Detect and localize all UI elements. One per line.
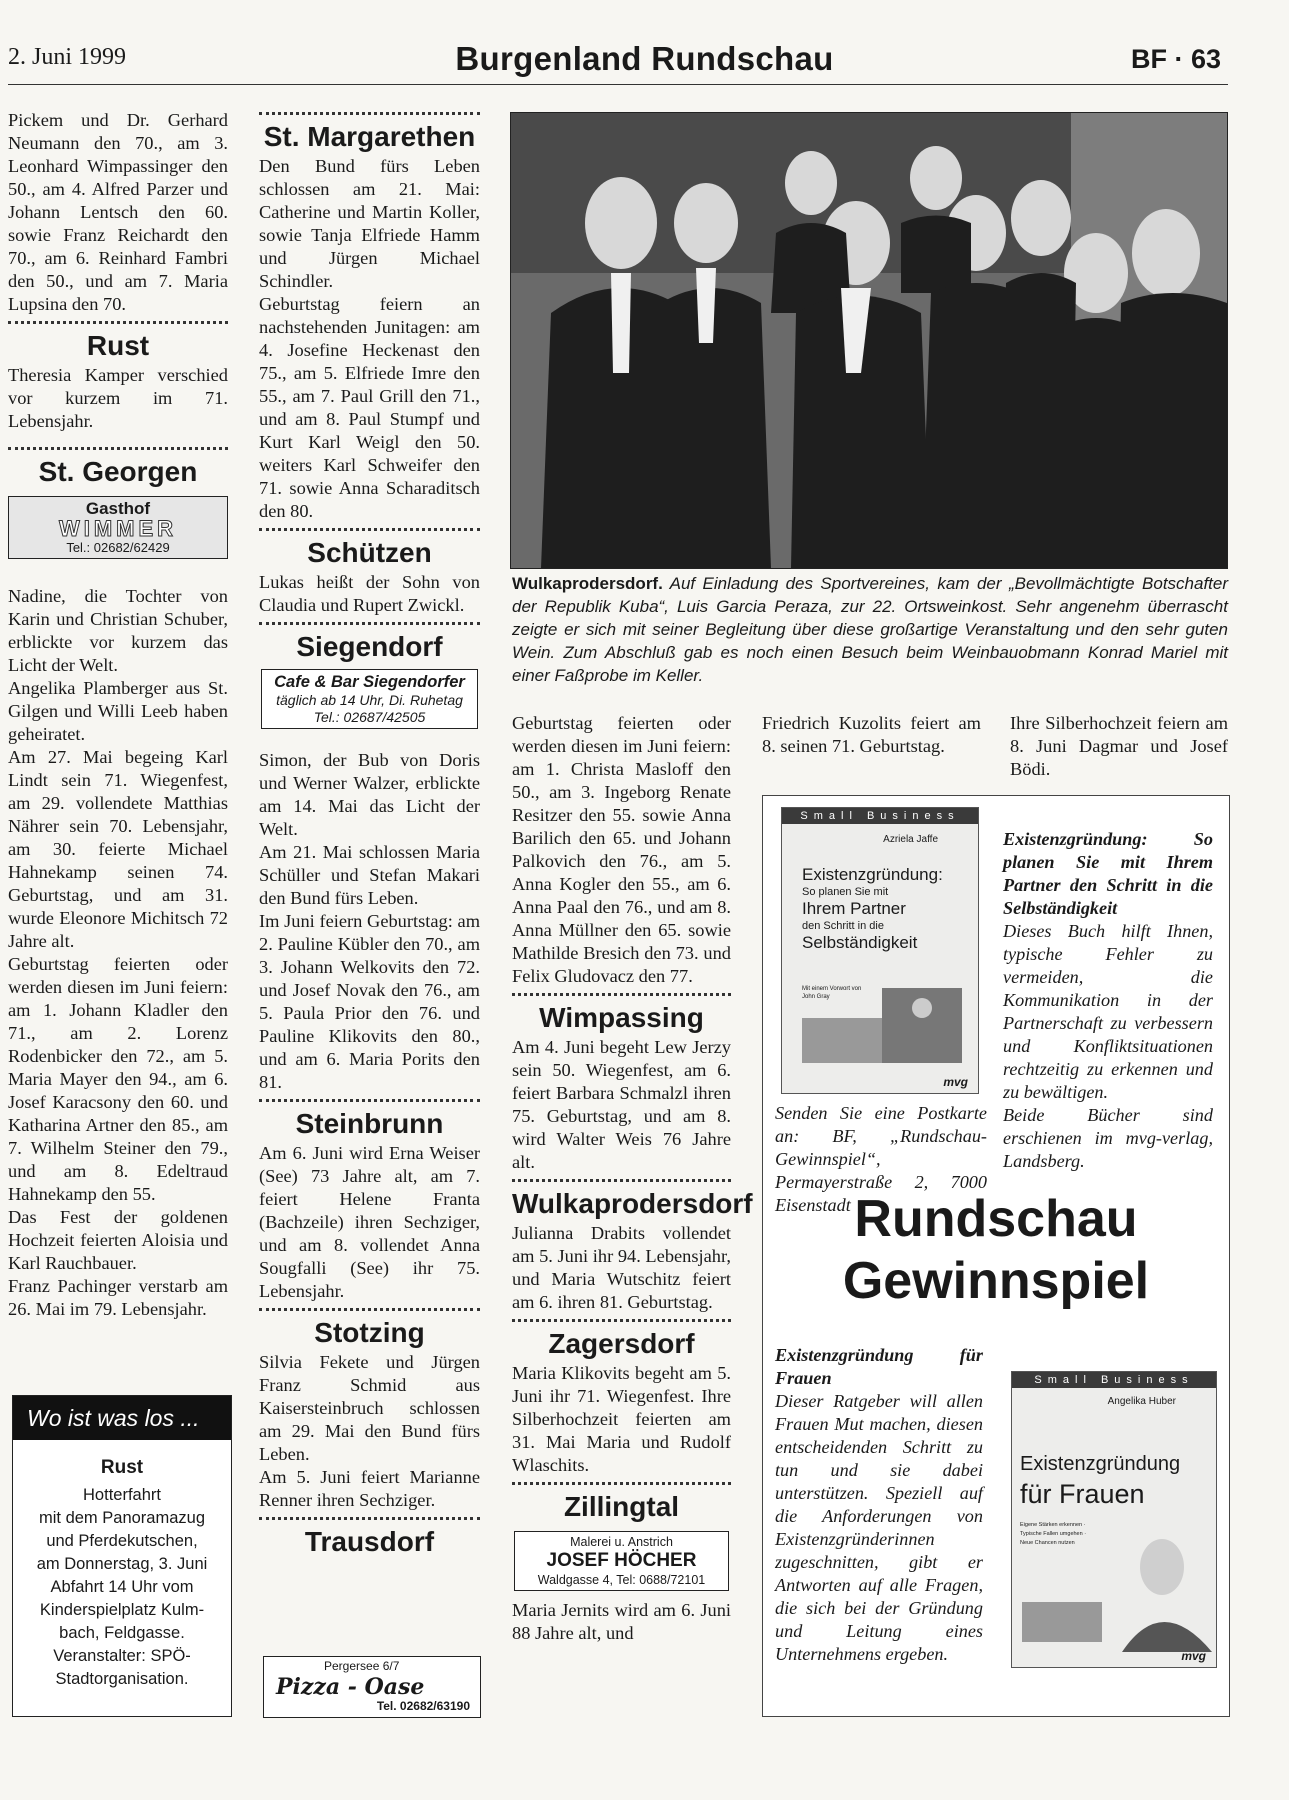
- ad-hoecher-line1: Malerei u. Anstrich: [570, 1535, 673, 1549]
- heading-wimpassing: Wimpassing: [539, 1002, 704, 1033]
- ad-wimmer-tel: Tel.: 02682/62429: [66, 540, 170, 555]
- book2-sub: Eigene Stärken erkennen · Typische Fallen umgehen · Neue Chancen nutzen: [1020, 1522, 1087, 1546]
- ad-pizza-tel: Tel. 02682/63190: [376, 1699, 470, 1713]
- events-box-title: Wo ist was los ...: [13, 1396, 231, 1440]
- georgen-text-6: Franz Pachinger verstarb am 26. Mai im 79. Lebensjahr.: [8, 1276, 228, 1319]
- georgen-text-1: Nadine, die Tochter von Karin und Christian Schuber, erblickte vor kurzem das Licht der Welt.: [8, 586, 228, 675]
- col1-intro: Pickem und Dr. Gerhard Neumann den 70., am 3. Leonhard Wimpassinger den 50., am 4. Alfred Parzer und Johann Lentsch den 60. sowie Franz Reichardt den 70., am 6. Reinhard Fambri den 50., und am 7. Maria Lupsina den 70.: [8, 110, 228, 314]
- siegendorf-text-2: Am 21. Mai schlossen Maria Schüller und Stefan Makari den Bund fürs Leben.: [259, 842, 480, 908]
- book2-description: [775, 1344, 983, 1666]
- caption-place: Wulkaprodersdorf.: [512, 574, 663, 593]
- book2-head: Existenzgründung für Frauen: [775, 1345, 983, 1388]
- photo-people-illustration: [511, 113, 1227, 568]
- book1-title5: Selbständigkeit: [802, 933, 918, 952]
- siegendorf-text-3: Im Juni feiern Geburtstag: am 2. Pauline Kübler den 70., am 3. Johann Welkovits den 72. und Josef Novak den 76., am 5. Paula Prior den 76. und Pauline Klikovits den 80., und am 6. Maria Porits den 81.: [259, 911, 480, 1092]
- divider: [259, 528, 480, 531]
- ad-wimmer-line1: Gasthof: [85, 499, 151, 518]
- events-line: Kinderspielplatz Kulm-: [39, 1601, 205, 1619]
- book2-title2: für Frauen: [1020, 1479, 1145, 1509]
- ad-cafe-tel: Tel.: 02687/42505: [313, 709, 426, 725]
- book1-title4: den Schritt in die: [802, 920, 884, 932]
- photo-caption: [512, 572, 1228, 687]
- ad-hoecher-tel: Waldgasse 4, Tel: 0688/72101: [537, 1573, 706, 1587]
- book2-series: Small Business: [1012, 1372, 1216, 1388]
- ad-pizza-oase: [263, 1656, 481, 1718]
- issue-date: 2. Juni 1999: [8, 44, 127, 70]
- book1-text: Dieses Buch hilft Ihnen, typische Fehler zu vermeiden, die Kommunikation in der Partnerschaft zu verbessern und Konfliktsituationen rechtzeitig zu erkennen und zu bewältigen.: [1003, 921, 1213, 1102]
- column-5-text: Ihre Silberhochzeit feiern am 8. Juni Dagmar und Josef Bödi.: [1010, 713, 1228, 779]
- heading-wulkaprodersdorf: Wulkaprodersdorf: [512, 1188, 753, 1219]
- events-line: Stadtorganisation.: [55, 1670, 189, 1688]
- events-line: Abfahrt 14 Uhr vom: [50, 1578, 194, 1596]
- ad-cafe-name: Cafe & Bar Siegendorfer: [274, 673, 465, 691]
- ad-wimmer-name: WIMMER: [58, 516, 178, 541]
- ad-gasthof-wimmer: [8, 496, 228, 559]
- book-cover-partner: [781, 807, 979, 1094]
- rust-text: Theresia Kamper verschied vor kurzem im 71. Lebensjahr.: [8, 365, 228, 431]
- book1-head: Existenzgründung: So planen Sie mit Ihrem Partner den Schritt in die Selbständigkeit: [1003, 829, 1213, 918]
- heading-steinbrunn: Steinbrunn: [295, 1108, 444, 1139]
- georgen-text-2: Angelika Plamberger aus St. Gilgen und Willi Leeb haben geheiratet.: [8, 678, 228, 744]
- header-rule: [8, 84, 1228, 85]
- divider: [259, 1308, 480, 1311]
- divider: [512, 1482, 731, 1485]
- zagersdorf-text: Maria Klikovits begeht am 5. Juni ihr 71. Wiegenfest. Ihre Silberhochzeit feierten am 31. Mai Maria und Rudolf Wlaschits.: [512, 1363, 731, 1475]
- column-4-text: Friedrich Kuzolits feiert am 8. seinen 71. Geburtstag.: [762, 713, 981, 756]
- divider: [8, 447, 228, 450]
- georgen-text-5: Das Fest der goldenen Hochzeit feierten Aloisia und Karl Rauchbauer.: [8, 1207, 228, 1273]
- book1-cover-illustration: [782, 988, 978, 1078]
- divider: [259, 1099, 480, 1102]
- heading-rust: Rust: [86, 330, 150, 361]
- book2-cover-illustration: [1012, 1532, 1216, 1652]
- book2-author: Angelika Huber: [1107, 1396, 1176, 1407]
- heading-siegendorf: Siegendorf: [296, 631, 443, 662]
- column-2: [259, 112, 480, 1560]
- book1-title1: Existenzgründung:: [802, 865, 943, 884]
- divider: [259, 112, 480, 115]
- book1-foreword: Mit einem Vorwort von John Gray: [802, 986, 862, 1000]
- group-photo: [510, 112, 1228, 569]
- ad-pizza-name: Pizza - Oase: [276, 1674, 425, 1700]
- events-box-place: Rust: [100, 1457, 144, 1478]
- events-line: am Donnerstag, 3. Juni: [36, 1555, 208, 1573]
- ad-josef-hoecher: [514, 1531, 729, 1591]
- page-number: BF · 63: [1130, 44, 1221, 74]
- wimpassing-text: Am 4. Juni begeht Lew Jerzy sein 50. Wiegenfest, am 6. feiert Barbara Schmalzl ihren 75. Geburtstag, und am 8. wird Walter Weis 76 Jahre alt.: [512, 1037, 731, 1172]
- book1-description: [1003, 828, 1213, 1173]
- book1-author: Azriela Jaffe: [883, 834, 938, 845]
- georgen-text-3: Am 27. Mai begeing Karl Lindt sein 71. Wiegenfest, am 29. vollendete Matthias Nährer sein 70. Lebensjahr, am 30. feierte Michael Hahnekamp seinen 74. Geburtstag, und am 31. wurde Eleonore Michitsch 72 Jahre alt.: [8, 747, 228, 951]
- heading-st-margarethen: St. Margarethen: [263, 121, 476, 152]
- steinbrunn-text: Am 6. Juni wird Erna Weiser (See) 73 Jahre alt, am 7. feiert Helene Franta (Bachzeile) ihren Sechziger, und am 8. vollendet Anna Sougfalli (See) ihr 75. Lebensjahr.: [259, 1143, 480, 1301]
- ad-cafe-siegendorfer: [261, 669, 478, 729]
- caption-text: Auf Einladung des Sportvereines, kam der „Bevollmächtigte Botschafter der Republik Kuba“, Luis Garcia Peraza, zur 22. Ortsweinkost. Sehr angenehm überrascht zeigte er sich mit seiner Begleitung über diese großartige Veranstaltung und den sehr guten Wein. Zum Abschluß gab es noch einen Besuch beim Weinbauobmann Konrad Mariel mit einer Faßprobe im Keller.: [512, 574, 1229, 685]
- siegendorf-text-1: Simon, der Bub von Doris und Werner Walzer, erblickte am 14. Mai das Licht der Welt.: [259, 750, 480, 839]
- heading-zillingtal: Zillingtal: [563, 1491, 680, 1522]
- col3-intro: Geburtstag feierten oder werden diesen im Juni feiern: am 1. Christa Masloff den 50., am 3. Ingeborg Renate Resitzer den 55. sowie Anna Barilich den 65. und Johann Palkovich den 76., am 5. Anna Kogler den 55., am 6. Anna Paal den 76., und am 8. Anna Müllner den 65. sowie Mathilde Bresich den 73. und Felix Gludovacz den 77.: [512, 713, 731, 986]
- events-box-body: [13, 1484, 231, 1691]
- book2-title1: Existenzgründung: [1020, 1453, 1181, 1475]
- events-line: Veranstalter: SPÖ-: [53, 1647, 191, 1665]
- heading-zagersdorf: Zagersdorf: [548, 1328, 695, 1359]
- book1-publisher: mvg: [943, 1075, 968, 1089]
- book1-title3: Ihrem Partner: [802, 899, 906, 918]
- book2-text: Dieser Ratgeber will allen Frauen Mut machen, diesen entscheidenden Schritt zu tun und sie dabei unterstützen. Speziell auf die Anforderungen von Existenzgründerinnen zugeschnitten, gibt er Antworten auf alle Fragen, die sich bei der Gründung und Leitung eines Unternehmens ergeben.: [775, 1391, 983, 1664]
- column-3: [512, 712, 753, 1645]
- gewinnspiel-box: [762, 795, 1230, 1717]
- heading-schuetzen: Schützen: [307, 537, 432, 568]
- ad-cafe-hours: täglich ab 14 Uhr, Di. Ruhetag: [276, 692, 463, 708]
- wulka-text: Julianna Drabits vollendet am 5. Juni ihr 94. Lebensjahr, und Maria Wutschitz feiert am 6. ihren 81. Geburtstag.: [512, 1223, 731, 1312]
- gewinnspiel-title: [763, 1188, 1229, 1312]
- divider: [259, 622, 480, 625]
- column-1: [8, 109, 228, 1321]
- divider: [512, 1319, 731, 1322]
- divider: [8, 321, 228, 324]
- heading-stotzing: Stotzing: [314, 1317, 425, 1348]
- heading-st-georgen: St. Georgen: [38, 456, 198, 487]
- gewinnspiel-title-line1: Rundschau: [854, 1190, 1138, 1248]
- books-publisher-text: Beide Bücher sind erschienen im mvg-verlag, Landsberg.: [1003, 1105, 1213, 1171]
- newspaper-title: Burgenland Rundschau: [455, 40, 834, 77]
- ad-pizza-address: Pergersee 6/7: [324, 1659, 400, 1673]
- schuetzen-text: Lukas heißt der Sohn von Claudia und Rupert Zwickl.: [259, 572, 480, 615]
- events-line: und Pferdekutschen,: [46, 1532, 198, 1550]
- book-cover-frauen: [1011, 1371, 1217, 1668]
- stotzing-text-2: Am 5. Juni feiert Marianne Renner ihren Sechziger.: [259, 1467, 480, 1510]
- book1-title2: So planen Sie mit: [802, 886, 889, 898]
- divider: [512, 1179, 731, 1182]
- book2-publisher: mvg: [1181, 1649, 1206, 1663]
- georgen-text-4: Geburtstag feierten oder werden diesen im Juni feiern: am 1. Johann Kladler den 71., am 2. Lorenz Rodenbicker den 72., am 5. Maria Mayer den 94., am 6. Josef Karacsony den 60. und Katharina Artner den 85., am 7. Wilhelm Steiner den 79., und am 8. Edeltraud Hahnekamp den 55.: [8, 954, 228, 1204]
- gewinnspiel-title-line2: Gewinnspiel: [842, 1252, 1150, 1310]
- divider: [512, 993, 731, 996]
- events-box: [12, 1395, 232, 1717]
- stotzing-text-1: Silvia Fekete und Jürgen Franz Schmid aus Kaisersteinbruch schlossen am 29. Mai den Bund fürs Leben.: [259, 1352, 480, 1464]
- margarethen-text-1: Den Bund fürs Leben schlossen am 21. Mai: Catherine und Martin Koller, sowie Tanja Elfriede Hamm und Jürgen Michael Schindler.: [259, 156, 480, 291]
- heading-trausdorf: Trausdorf: [304, 1526, 435, 1557]
- send-postcard-text: Senden Sie eine Postkarte an: BF, „Rundschau-Gewinnspiel“, Permayerstraße 2, 7000 Eisenstadt: [775, 1103, 987, 1215]
- margarethen-text-2: Geburtstag feiern an nachstehenden Junitagen: am 4. Josefine Heckenast den 75., am 5. Elfriede Imre den 55., am 7. Paul Grill den 71., und am 8. Paul Stumpf und Kurt Karl Weigl den 50. weiters Karl Schweifer den 71. sowie Anna Scharaditsch den 80.: [259, 294, 480, 521]
- events-line: mit dem Panoramazug: [39, 1509, 205, 1527]
- events-line: bach, Feldgasse.: [59, 1624, 185, 1642]
- ad-hoecher-name: JOSEF HÖCHER: [546, 1550, 697, 1571]
- divider: [259, 1517, 480, 1520]
- book1-series: Small Business: [782, 808, 978, 824]
- events-line: Hotterfahrt: [83, 1486, 161, 1504]
- zillingtal-text: Maria Jernits wird am 6. Juni 88 Jahre alt, und: [512, 1600, 731, 1643]
